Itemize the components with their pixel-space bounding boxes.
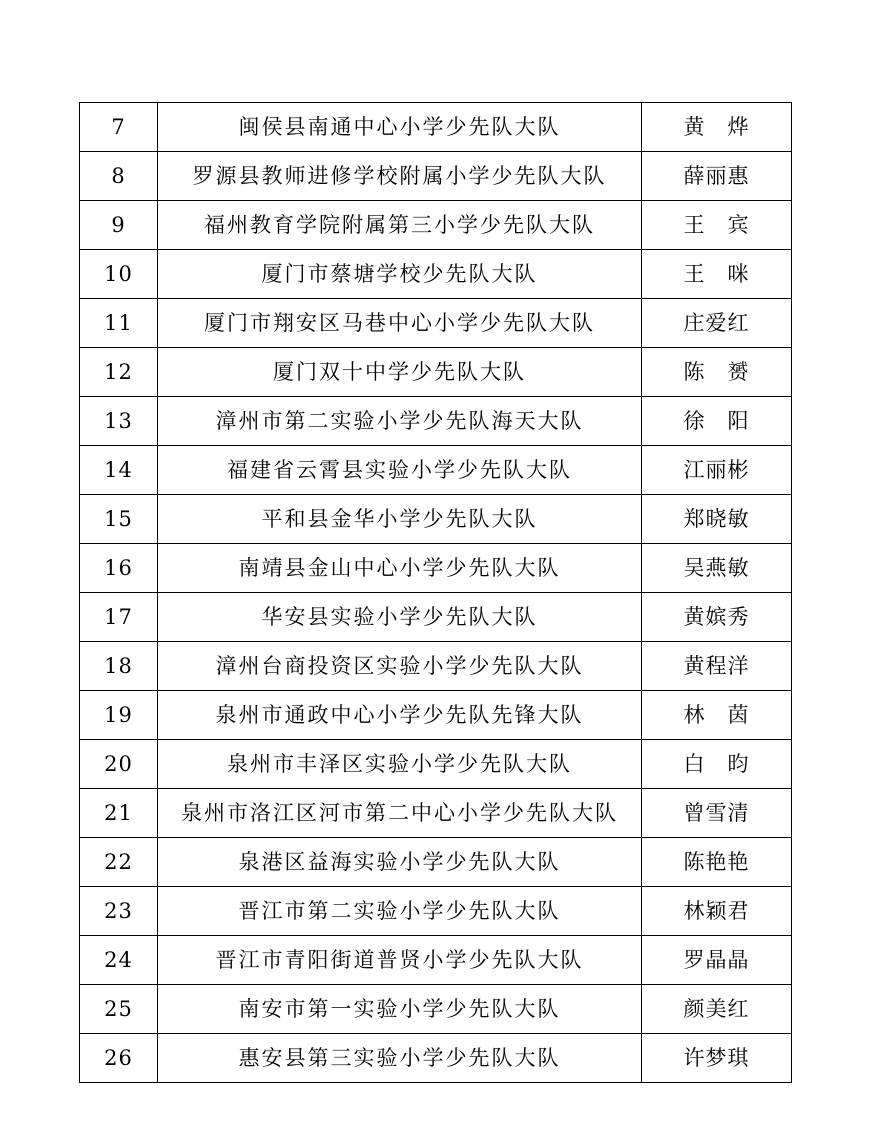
leader-name: 白 昀 [642, 740, 792, 789]
table-row [80, 740, 792, 789]
unit-name: 漳州市第二实验小学少先队海天大队 [158, 397, 642, 446]
row-number: 8 [80, 152, 158, 201]
row-number: 21 [80, 789, 158, 838]
unit-name: 泉港区益海实验小学少先队大队 [158, 838, 642, 887]
leader-name: 林 茵 [642, 691, 792, 740]
leader-name: 郑晓敏 [642, 495, 792, 544]
unit-name: 漳州台商投资区实验小学少先队大队 [158, 642, 642, 691]
table-row [80, 397, 792, 446]
unit-name: 厦门市蔡塘学校少先队大队 [158, 250, 642, 299]
row-number: 20 [80, 740, 158, 789]
unit-name: 闽侯县南通中心小学少先队大队 [158, 103, 642, 152]
unit-name: 平和县金华小学少先队大队 [158, 495, 642, 544]
unit-name: 罗源县教师进修学校附属小学少先队大队 [158, 152, 642, 201]
leader-name: 陈 赟 [642, 348, 792, 397]
roster-table-body [80, 103, 792, 1083]
table-row [80, 887, 792, 936]
table-row [80, 593, 792, 642]
unit-name: 厦门市翔安区马巷中心小学少先队大队 [158, 299, 642, 348]
table-row [80, 936, 792, 985]
unit-name: 晋江市第二实验小学少先队大队 [158, 887, 642, 936]
row-number: 16 [80, 544, 158, 593]
table-row [80, 985, 792, 1034]
table-row [80, 152, 792, 201]
table-row [80, 348, 792, 397]
row-number: 17 [80, 593, 158, 642]
table-row [80, 544, 792, 593]
unit-name: 惠安县第三实验小学少先队大队 [158, 1034, 642, 1083]
leader-name: 颜美红 [642, 985, 792, 1034]
table-row [80, 691, 792, 740]
row-number: 14 [80, 446, 158, 495]
row-number: 9 [80, 201, 158, 250]
row-number: 11 [80, 299, 158, 348]
leader-name: 江丽彬 [642, 446, 792, 495]
table-row [80, 642, 792, 691]
table-row [80, 299, 792, 348]
table-row [80, 838, 792, 887]
unit-name: 南靖县金山中心小学少先队大队 [158, 544, 642, 593]
table-row [80, 1034, 792, 1083]
table-row [80, 201, 792, 250]
leader-name: 林颖君 [642, 887, 792, 936]
leader-name: 曾雪清 [642, 789, 792, 838]
unit-name: 南安市第一实验小学少先队大队 [158, 985, 642, 1034]
row-number: 10 [80, 250, 158, 299]
row-number: 13 [80, 397, 158, 446]
unit-name: 晋江市青阳街道普贤小学少先队大队 [158, 936, 642, 985]
unit-name: 厦门双十中学少先队大队 [158, 348, 642, 397]
table-row [80, 250, 792, 299]
row-number: 26 [80, 1034, 158, 1083]
unit-name: 泉州市洛江区河市第二中心小学少先队大队 [158, 789, 642, 838]
row-number: 23 [80, 887, 158, 936]
leader-name: 王 咪 [642, 250, 792, 299]
leader-name: 吴燕敏 [642, 544, 792, 593]
unit-name: 泉州市通政中心小学少先队先锋大队 [158, 691, 642, 740]
leader-name: 薛丽惠 [642, 152, 792, 201]
table-row [80, 446, 792, 495]
leader-name: 黄嫔秀 [642, 593, 792, 642]
row-number: 15 [80, 495, 158, 544]
table-row [80, 495, 792, 544]
unit-name: 华安县实验小学少先队大队 [158, 593, 642, 642]
roster-table [79, 102, 792, 1083]
leader-name: 罗晶晶 [642, 936, 792, 985]
leader-name: 庄爱红 [642, 299, 792, 348]
leader-name: 许梦琪 [642, 1034, 792, 1083]
table-row [80, 103, 792, 152]
row-number: 7 [80, 103, 158, 152]
row-number: 22 [80, 838, 158, 887]
unit-name: 泉州市丰泽区实验小学少先队大队 [158, 740, 642, 789]
table-row [80, 789, 792, 838]
row-number: 12 [80, 348, 158, 397]
leader-name: 黄程洋 [642, 642, 792, 691]
leader-name: 陈艳艳 [642, 838, 792, 887]
row-number: 24 [80, 936, 158, 985]
row-number: 18 [80, 642, 158, 691]
unit-name: 福州教育学院附属第三小学少先队大队 [158, 201, 642, 250]
leader-name: 徐 阳 [642, 397, 792, 446]
leader-name: 黄 烨 [642, 103, 792, 152]
leader-name: 王 宾 [642, 201, 792, 250]
row-number: 19 [80, 691, 158, 740]
unit-name: 福建省云霄县实验小学少先队大队 [158, 446, 642, 495]
row-number: 25 [80, 985, 158, 1034]
